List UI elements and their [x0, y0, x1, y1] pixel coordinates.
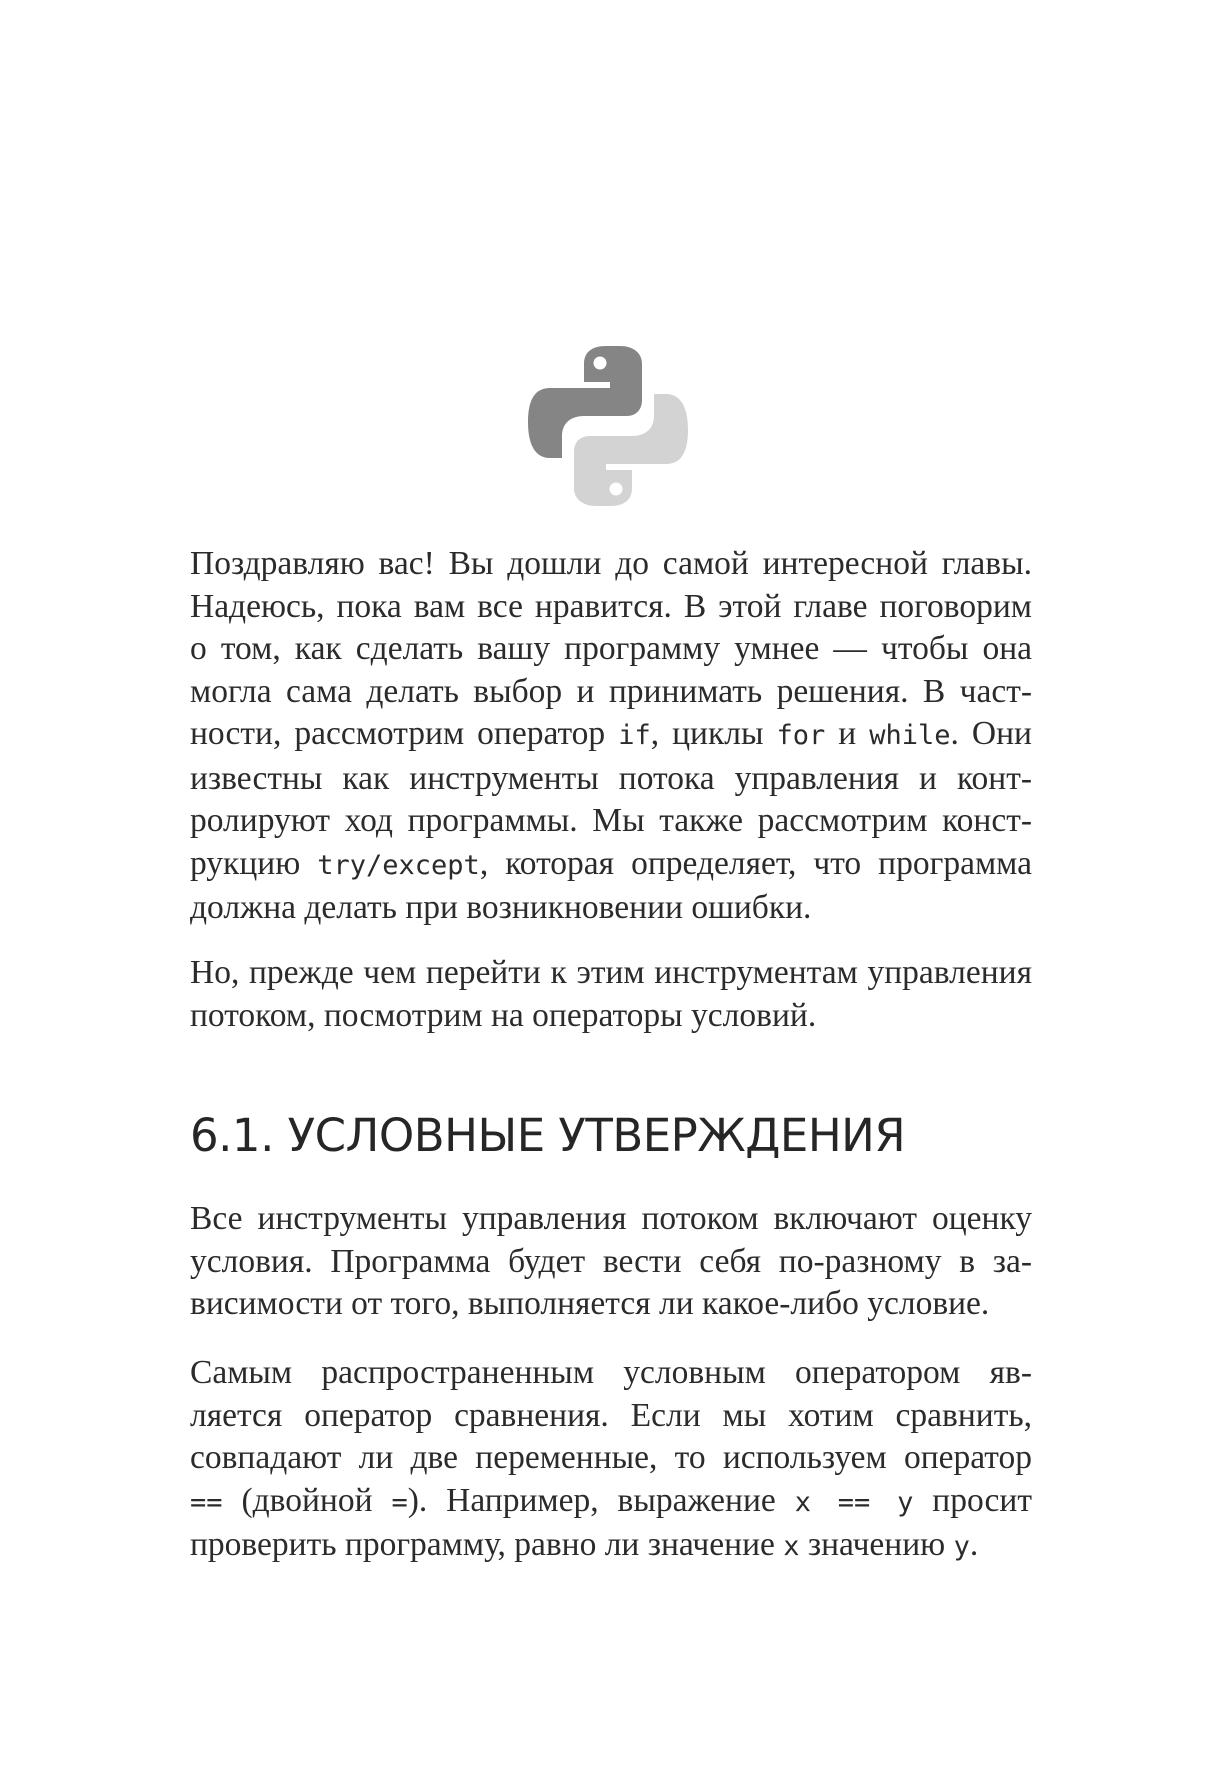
python-logo-lower-eye — [610, 483, 623, 496]
text-line — [190, 1395, 1032, 1438]
text-run: ). Например, выражение — [407, 1481, 795, 1519]
inline-code-double-equals: == — [190, 1486, 223, 1518]
text-run: потоком, посмотрим на операторы условий. — [190, 996, 817, 1034]
python-logo-icon — [528, 346, 688, 506]
text-line — [190, 800, 1032, 843]
inline-code-for: for — [776, 720, 826, 751]
conditions-paragraph — [190, 1198, 1032, 1326]
text-run: Надеюсь, пока вам все нравится. В этой главе поговорим — [190, 587, 1032, 625]
inline-code-equals: = — [391, 1486, 408, 1518]
text-line — [190, 995, 1032, 1038]
text-line — [190, 1524, 1032, 1569]
text-line — [190, 887, 1032, 930]
text-run: просит — [913, 1481, 1032, 1519]
text-line — [190, 586, 1032, 629]
transition-paragraph — [190, 952, 1032, 1037]
python-logo-upper-eye — [594, 357, 607, 370]
inline-code-x-eq-y: x == y — [794, 1486, 914, 1518]
comparison-paragraph — [190, 1352, 1032, 1569]
text-line — [190, 628, 1032, 671]
text-run: условия. Программа будет вести себя по-разному в за- — [190, 1242, 1032, 1280]
inline-code-try-except: try/except — [317, 849, 480, 881]
text-run: , которая определяет, что программа — [479, 844, 1033, 882]
text-line — [190, 1198, 1032, 1241]
text-run: (двойной — [222, 1481, 392, 1519]
section-heading: 6.1. УСЛОВНЫЕ УТВЕРЖДЕНИЯ — [190, 1109, 906, 1162]
text-line — [190, 1437, 1032, 1480]
text-run: совпадают ли две переменные, то используем оператор — [190, 1439, 1032, 1476]
text-run: Все инструменты управления потоком включают оценку — [190, 1200, 1032, 1237]
text-run: значению — [799, 1526, 954, 1563]
text-run: висимости от того, выполняется ли какое-либо условие. — [190, 1285, 990, 1322]
text-line — [190, 843, 1032, 888]
text-run: о том, как сделать вашу программу умнее — чтобы она — [190, 630, 1032, 667]
text-line — [190, 952, 1032, 995]
text-run: известны как инструменты потока управления и конт- — [190, 759, 1032, 797]
text-line — [190, 671, 1032, 714]
inline-code-while: while — [869, 720, 951, 751]
text-line — [190, 713, 1032, 758]
text-run: , циклы — [650, 715, 777, 752]
text-run: ляется оператор сравнения. Если мы хотим сравнить, — [190, 1396, 1032, 1434]
text-line — [190, 1283, 1032, 1326]
text-run: ролируют ход программы. Мы также рассмотрим конст- — [190, 802, 1032, 839]
text-run: должна делать при возникновении ошибки. — [190, 889, 812, 926]
text-run: Но, прежде чем перейти к этим инструментам управления — [190, 954, 1032, 991]
text-line — [190, 1480, 1032, 1525]
text-run: и — [825, 715, 870, 752]
text-run: Самым распространенным условным оператором яв- — [190, 1354, 1032, 1391]
text-line — [190, 758, 1032, 801]
text-run: Поздравляю вас! Вы дошли до самой интересной главы. — [190, 545, 1032, 582]
text-line — [190, 543, 1032, 586]
inline-code-x: x — [783, 1531, 800, 1562]
text-run: ности, рассмотрим оператор — [190, 715, 619, 752]
text-line — [190, 1241, 1032, 1284]
text-run: рукцию — [190, 844, 318, 882]
text-run: проверить программу, равно ли значение — [190, 1526, 784, 1563]
text-run: . — [969, 1526, 979, 1563]
text-line — [190, 1352, 1032, 1395]
intro-paragraph — [190, 543, 1032, 930]
text-run: . Они — [950, 715, 1032, 752]
inline-code-y: y — [953, 1531, 970, 1562]
text-run: могла сама делать выбор и принимать решения. В част- — [190, 672, 1032, 710]
inline-code-if: if — [618, 720, 651, 751]
